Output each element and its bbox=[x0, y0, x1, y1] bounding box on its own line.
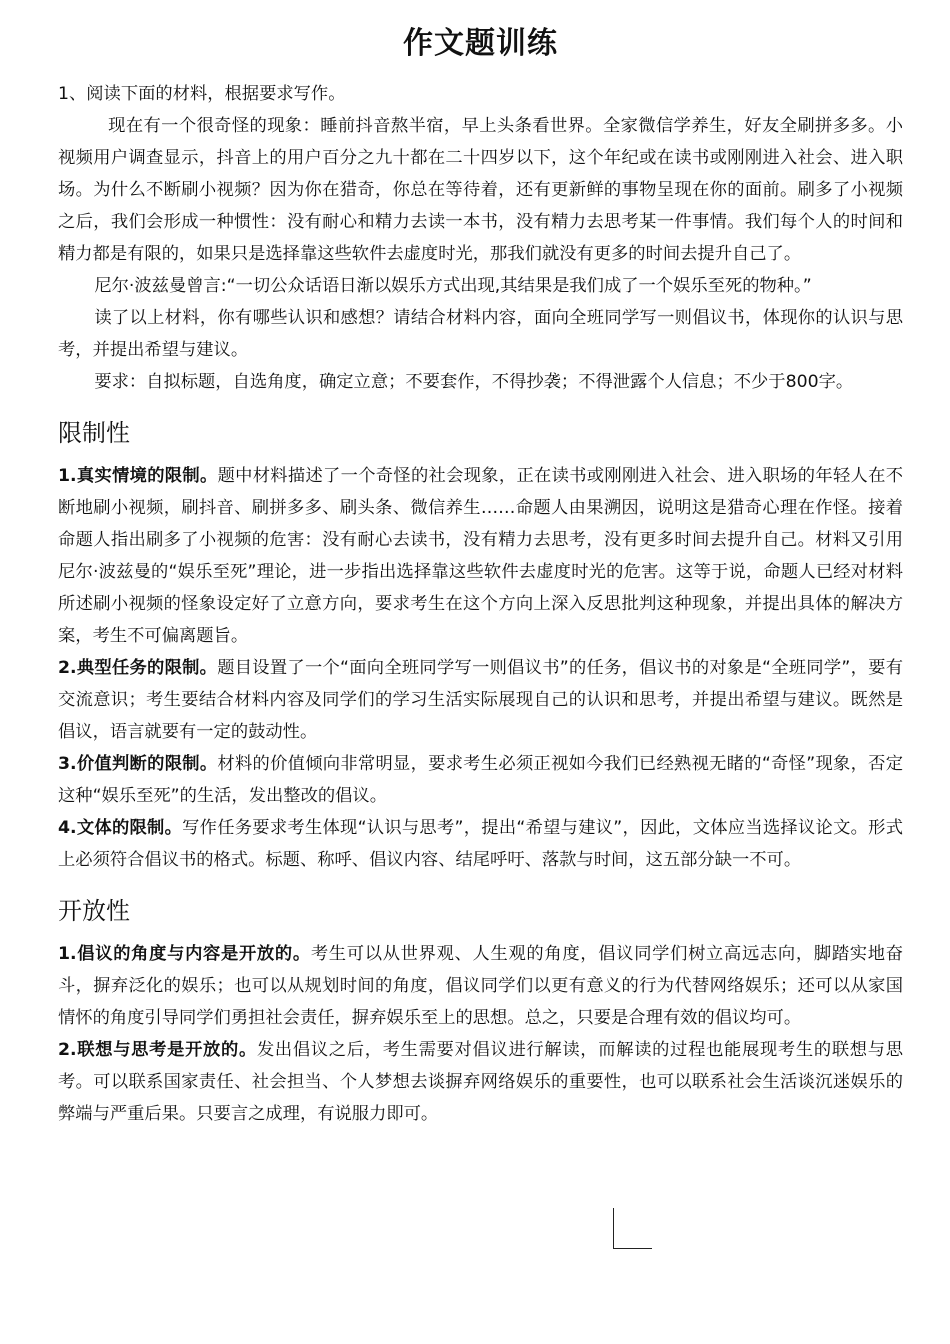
question-intro: 1、阅读下面的材料，根据要求写作。 bbox=[58, 84, 346, 104]
requirement-paragraph: 要求：自拟标题，自选角度，确定立意；不要套作，不得抄袭；不得泄露个人信息；不少于800字。 bbox=[94, 372, 854, 392]
limit-item-text: 题目设置了一个“面向全班同学写一则倡议书”的任务，倡议书的对象是“全班同学”，要有交流意识；考生要结合材料内容及同学们的学习生活实际展现自己的认识和思考，并提出希望与建议。既然是倡议，语言就要有一定的鼓动性。 bbox=[58, 658, 903, 742]
cursor-box-mark bbox=[613, 1208, 652, 1249]
openness-item-text: 考生可以从世界观、人生观的角度，倡议同学们树立高远志向，脚踏实地奋斗，摒弃泛化的娱乐；也可以从规划时间的角度，倡议同学们以更有意义的行为代替网络娱乐；还可以从家国情怀的角度引导同学们勇担社会责任，摒弃娱乐至上的思想。总之，只要是合理有效的倡议均可。 bbox=[58, 944, 903, 1028]
limit-item-2 bbox=[58, 652, 903, 748]
section-heading-openness: 开放性 bbox=[58, 897, 130, 925]
task-paragraph: 读了以上材料，你有哪些认识和感想？请结合材料内容，面向全班同学写一则倡议书，体现你的认识与思考，并提出希望与建议。 bbox=[58, 308, 903, 360]
openness-item-2 bbox=[58, 1034, 903, 1130]
limit-item-label: 2.典型任务的限制。 bbox=[58, 658, 218, 678]
limit-item-text: 写作任务要求考生体现“认识与思考”，提出“希望与建议”，因此，文体应当选择议论文。形式上必须符合倡议书的格式。标题、称呼、倡议内容、结尾呼吁、落款与时间，这五部分缺一不可。 bbox=[58, 818, 903, 870]
limit-item-text: 材料的价值倾向非常明显，要求考生必须正视如今我们已经熟视无睹的“奇怪”现象，否定这种“娱乐至死”的生活，发出整改的倡议。 bbox=[58, 754, 903, 806]
material-paragraph-2: 尼尔·波兹曼曾言:“一切公众话语日渐以娱乐方式出现,其结果是我们成了一个娱乐至死的物种。” bbox=[94, 276, 812, 296]
limit-item-label: 3.价值判断的限制。 bbox=[58, 754, 218, 774]
page-title: 作文题训练 bbox=[403, 26, 558, 61]
limit-item-label: 4.文体的限制。 bbox=[58, 818, 183, 838]
openness-item-1 bbox=[58, 938, 903, 1034]
limit-item-3 bbox=[58, 748, 903, 812]
limit-item-text: 题中材料描述了一个奇怪的社会现象，正在读书或刚刚进入社会、进入职场的年轻人在不断地刷小视频，刷抖音、刷拼多多、刷头条、微信养生……命题人由果溯因，说明这是猎奇心理在作怪。接着命题人指出刷多了小视频的危害：没有耐心去读书，没有精力去思考，没有更多时间去提升自己。材料又引用尼尔·波兹曼的“娱乐至死”理论，进一步指出选择靠这些软件去虚度时光的危害。这等于说，命题人已经对材料所述刷小视频的怪象设定好了立意方向，要求考生在这个方向上深入反思批判这种现象，并提出具体的解决方案，考生不可偏离题旨。 bbox=[58, 466, 903, 646]
limit-item-1 bbox=[58, 460, 903, 652]
limit-item-label: 1.真实情境的限制。 bbox=[58, 466, 218, 486]
material-paragraph-1: 现在有一个很奇怪的现象：睡前抖音熬半宿，早上头条看世界。全家微信学养生，好友全刷拼多多。小视频用户调查显示，抖音上的用户百分之九十都在二十四岁以下，这个年纪或在读书或刚刚进入社会、进入职场。为什么不断刷小视频？因为你在猎奇，你总在等待着，还有更新鲜的事物呈现在你的面前。刷多了小视频之后，我们会形成一种惯性：没有耐心和精力去读一本书，没有精力去思考某一件事情。我们每个人的时间和精力都是有限的，如果只是选择靠这些软件去虚度时光，那我们就没有更多的时间去提升自己了。 bbox=[58, 116, 903, 264]
openness-item-text: 发出倡议之后，考生需要对倡议进行解读，而解读的过程也能展现考生的联想与思考。可以联系国家责任、社会担当、个人梦想去谈摒弃网络娱乐的重要性，也可以联系社会生活谈沉迷娱乐的弊端与严重后果。只要言之成理，有说服力即可。 bbox=[58, 1040, 903, 1124]
limit-item-4 bbox=[58, 812, 903, 876]
section-heading-limits: 限制性 bbox=[58, 419, 130, 447]
openness-item-label: 1.倡议的角度与内容是开放的。 bbox=[58, 944, 311, 964]
document-page bbox=[58, 22, 903, 1130]
openness-item-label: 2.联想与思考是开放的。 bbox=[58, 1040, 257, 1060]
